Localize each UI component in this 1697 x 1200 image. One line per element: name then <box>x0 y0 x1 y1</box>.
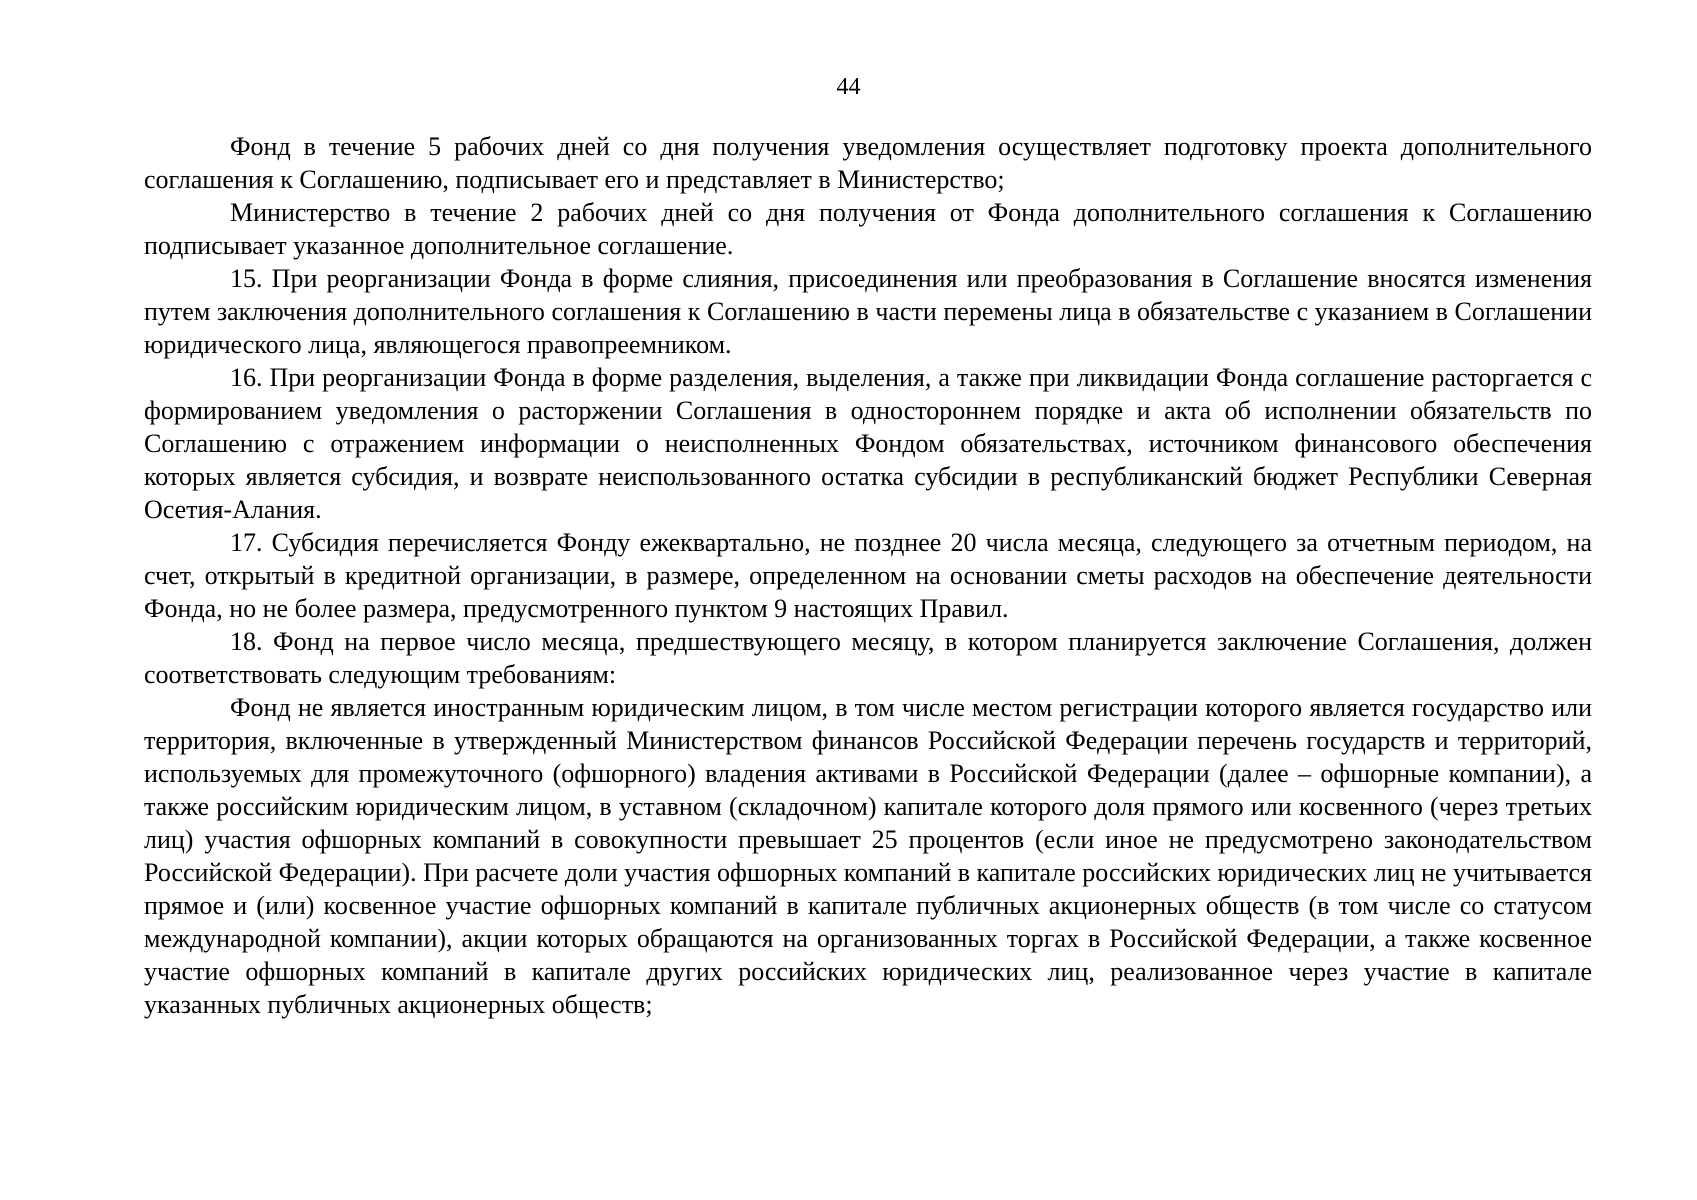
paragraph: 17. Субсидия перечисляется Фонду ежеквартально, не позднее 20 числа месяца, следующего за отчетным периодом, на счет, открытый в кредитной организации, в размере, определенном на основании сметы расходов на обеспечение деятельности Фонда, но не более размера, предусмотренного пунктом 9 настоящих Правил. <box>144 528 1592 623</box>
paragraph: 15. При реорганизации Фонда в форме слияния, присоединения или преобразования в Соглашение вносятся изменения путем заключения дополнительного соглашения к Соглашению в части перемены лица в обязательстве с указанием в Соглашении юридического лица, являющегося правопреемником. <box>144 264 1592 359</box>
paragraph: 16. При реорганизации Фонда в форме разделения, выделения, а также при ликвидации Фонда соглашение расторгается с формированием уведомления о расторжении Соглашения в одностороннем порядке и акта об исполнении обязательств по Соглашению с отражением информации о неисполненных Фондом обязательствах, источником финансового обеспечения которых является субсидия, и возврате неиспользованного остатка субсидии в республиканский бюджет Республики Северная Осетия-Алания. <box>144 363 1592 524</box>
paragraph: Фонд в течение 5 рабочих дней со дня получения уведомления осуществляет подготовку проекта дополнительного соглашения к Соглашению, подписывает его и представляет в Министерство; <box>144 132 1592 194</box>
document-body <box>144 130 1592 1021</box>
paragraph: 18. Фонд на первое число месяца, предшествующего месяцу, в котором планируется заключение Соглашения, должен соответствовать следующим требованиям: <box>144 627 1592 689</box>
paragraph: Фонд не является иностранным юридическим лицом, в том числе местом регистрации которого является государство или территория, включенные в утвержденный Министерством финансов Российской Федерации перечень государств и территорий, используемых для промежуточного (офшорного) владения активами в Российской Федерации (далее – офшорные компании), а также российским юридическим лицом, в уставном (складочном) капитале которого доля прямого или косвенного (через третьих лиц) участия офшорных компаний в совокупности превышает 25 процентов (если иное не предусмотрено законодательством Российской Федерации). При расчете доли участия офшорных компаний в капитале российских юридических лиц не учитывается прямое и (или) косвенное участие офшорных компаний в капитале публичных акционерных обществ (в том числе со статусом международной компании), акции которых обращаются на организованных торгах в Российской Федерации, а также косвенное участие офшорных компаний в капитале других российских юридических лиц, реализованное через участие в капитале указанных публичных акционерных обществ; <box>144 693 1592 1019</box>
page-number: 44 <box>836 74 861 100</box>
paragraph: Министерство в течение 2 рабочих дней со дня получения от Фонда дополнительного соглашения к Соглашению подписывает указанное дополнительное соглашение. <box>144 198 1592 260</box>
